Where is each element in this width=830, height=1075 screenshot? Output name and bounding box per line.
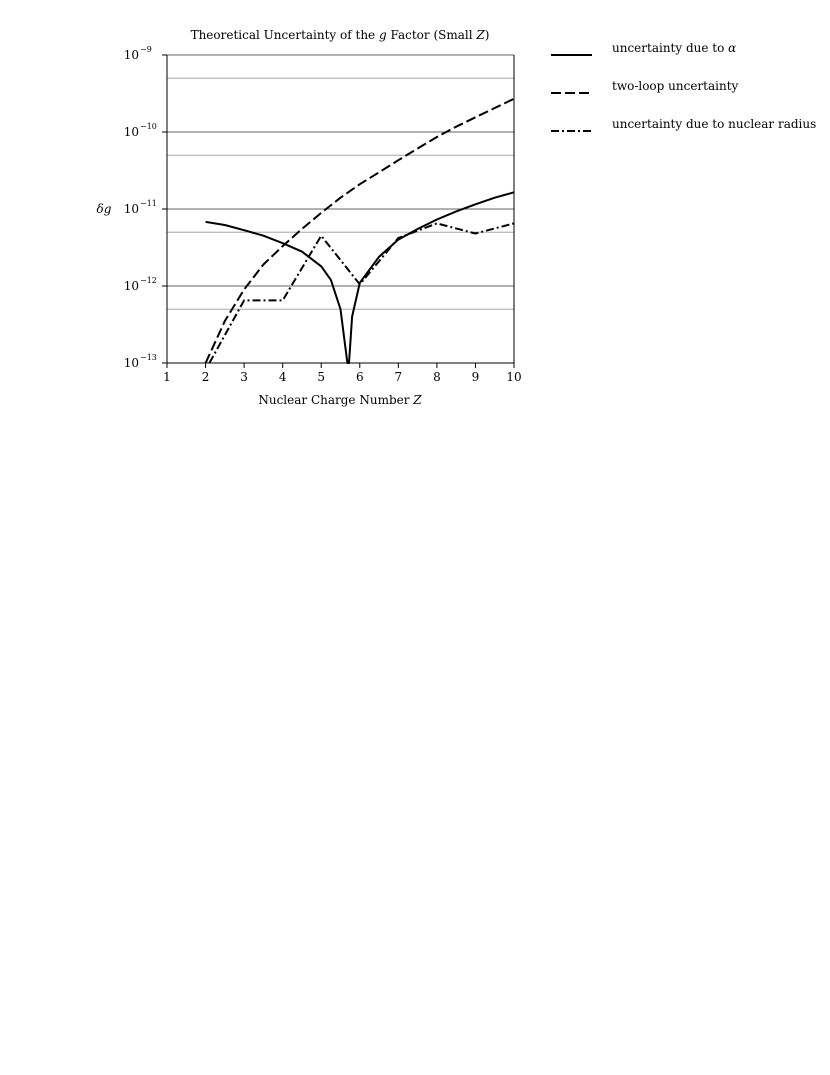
y-tick-label: 10	[123, 125, 139, 139]
x-tick-label: 5	[317, 370, 326, 384]
y-tick-label: 10	[123, 356, 139, 370]
y-tick-exponent: −11	[140, 199, 157, 208]
x-tick-label: 9	[471, 370, 480, 384]
legend-label: uncertainty due to α	[612, 41, 737, 55]
y-tick-exponent: −10	[140, 122, 157, 131]
y-axis-label: δg	[96, 202, 112, 216]
y-tick-label: 10	[123, 279, 139, 293]
series-lines	[206, 99, 514, 363]
x-tick-label: 7	[394, 370, 403, 384]
x-tick-label: 1	[163, 370, 171, 384]
y-tick-exponent: −9	[140, 45, 152, 54]
series-line-solid	[206, 192, 514, 363]
y-tick-label: 10	[123, 48, 139, 62]
tick-labels	[124, 45, 522, 384]
y-tick-exponent: −13	[140, 353, 157, 362]
legend	[551, 41, 816, 131]
series-line-dashdot	[209, 223, 514, 363]
x-tick-label: 8	[433, 370, 441, 384]
x-tick-label: 6	[355, 370, 364, 384]
legend-label: uncertainty due to nuclear radius	[612, 117, 817, 131]
x-tick-label: 10	[506, 370, 522, 384]
legend-label: two-loop uncertainty	[612, 79, 739, 93]
y-tick-exponent: −12	[140, 276, 157, 285]
x-axis-label: Nuclear Charge Number Z	[258, 393, 422, 407]
axes	[162, 55, 514, 368]
chart-title: Theoretical Uncertainty of the g Factor (Small Z)	[190, 28, 490, 42]
y-tick-label: 10	[123, 202, 139, 216]
x-tick-label: 3	[240, 370, 248, 384]
x-tick-label: 4	[278, 370, 287, 384]
x-tick-label: 2	[201, 370, 210, 384]
